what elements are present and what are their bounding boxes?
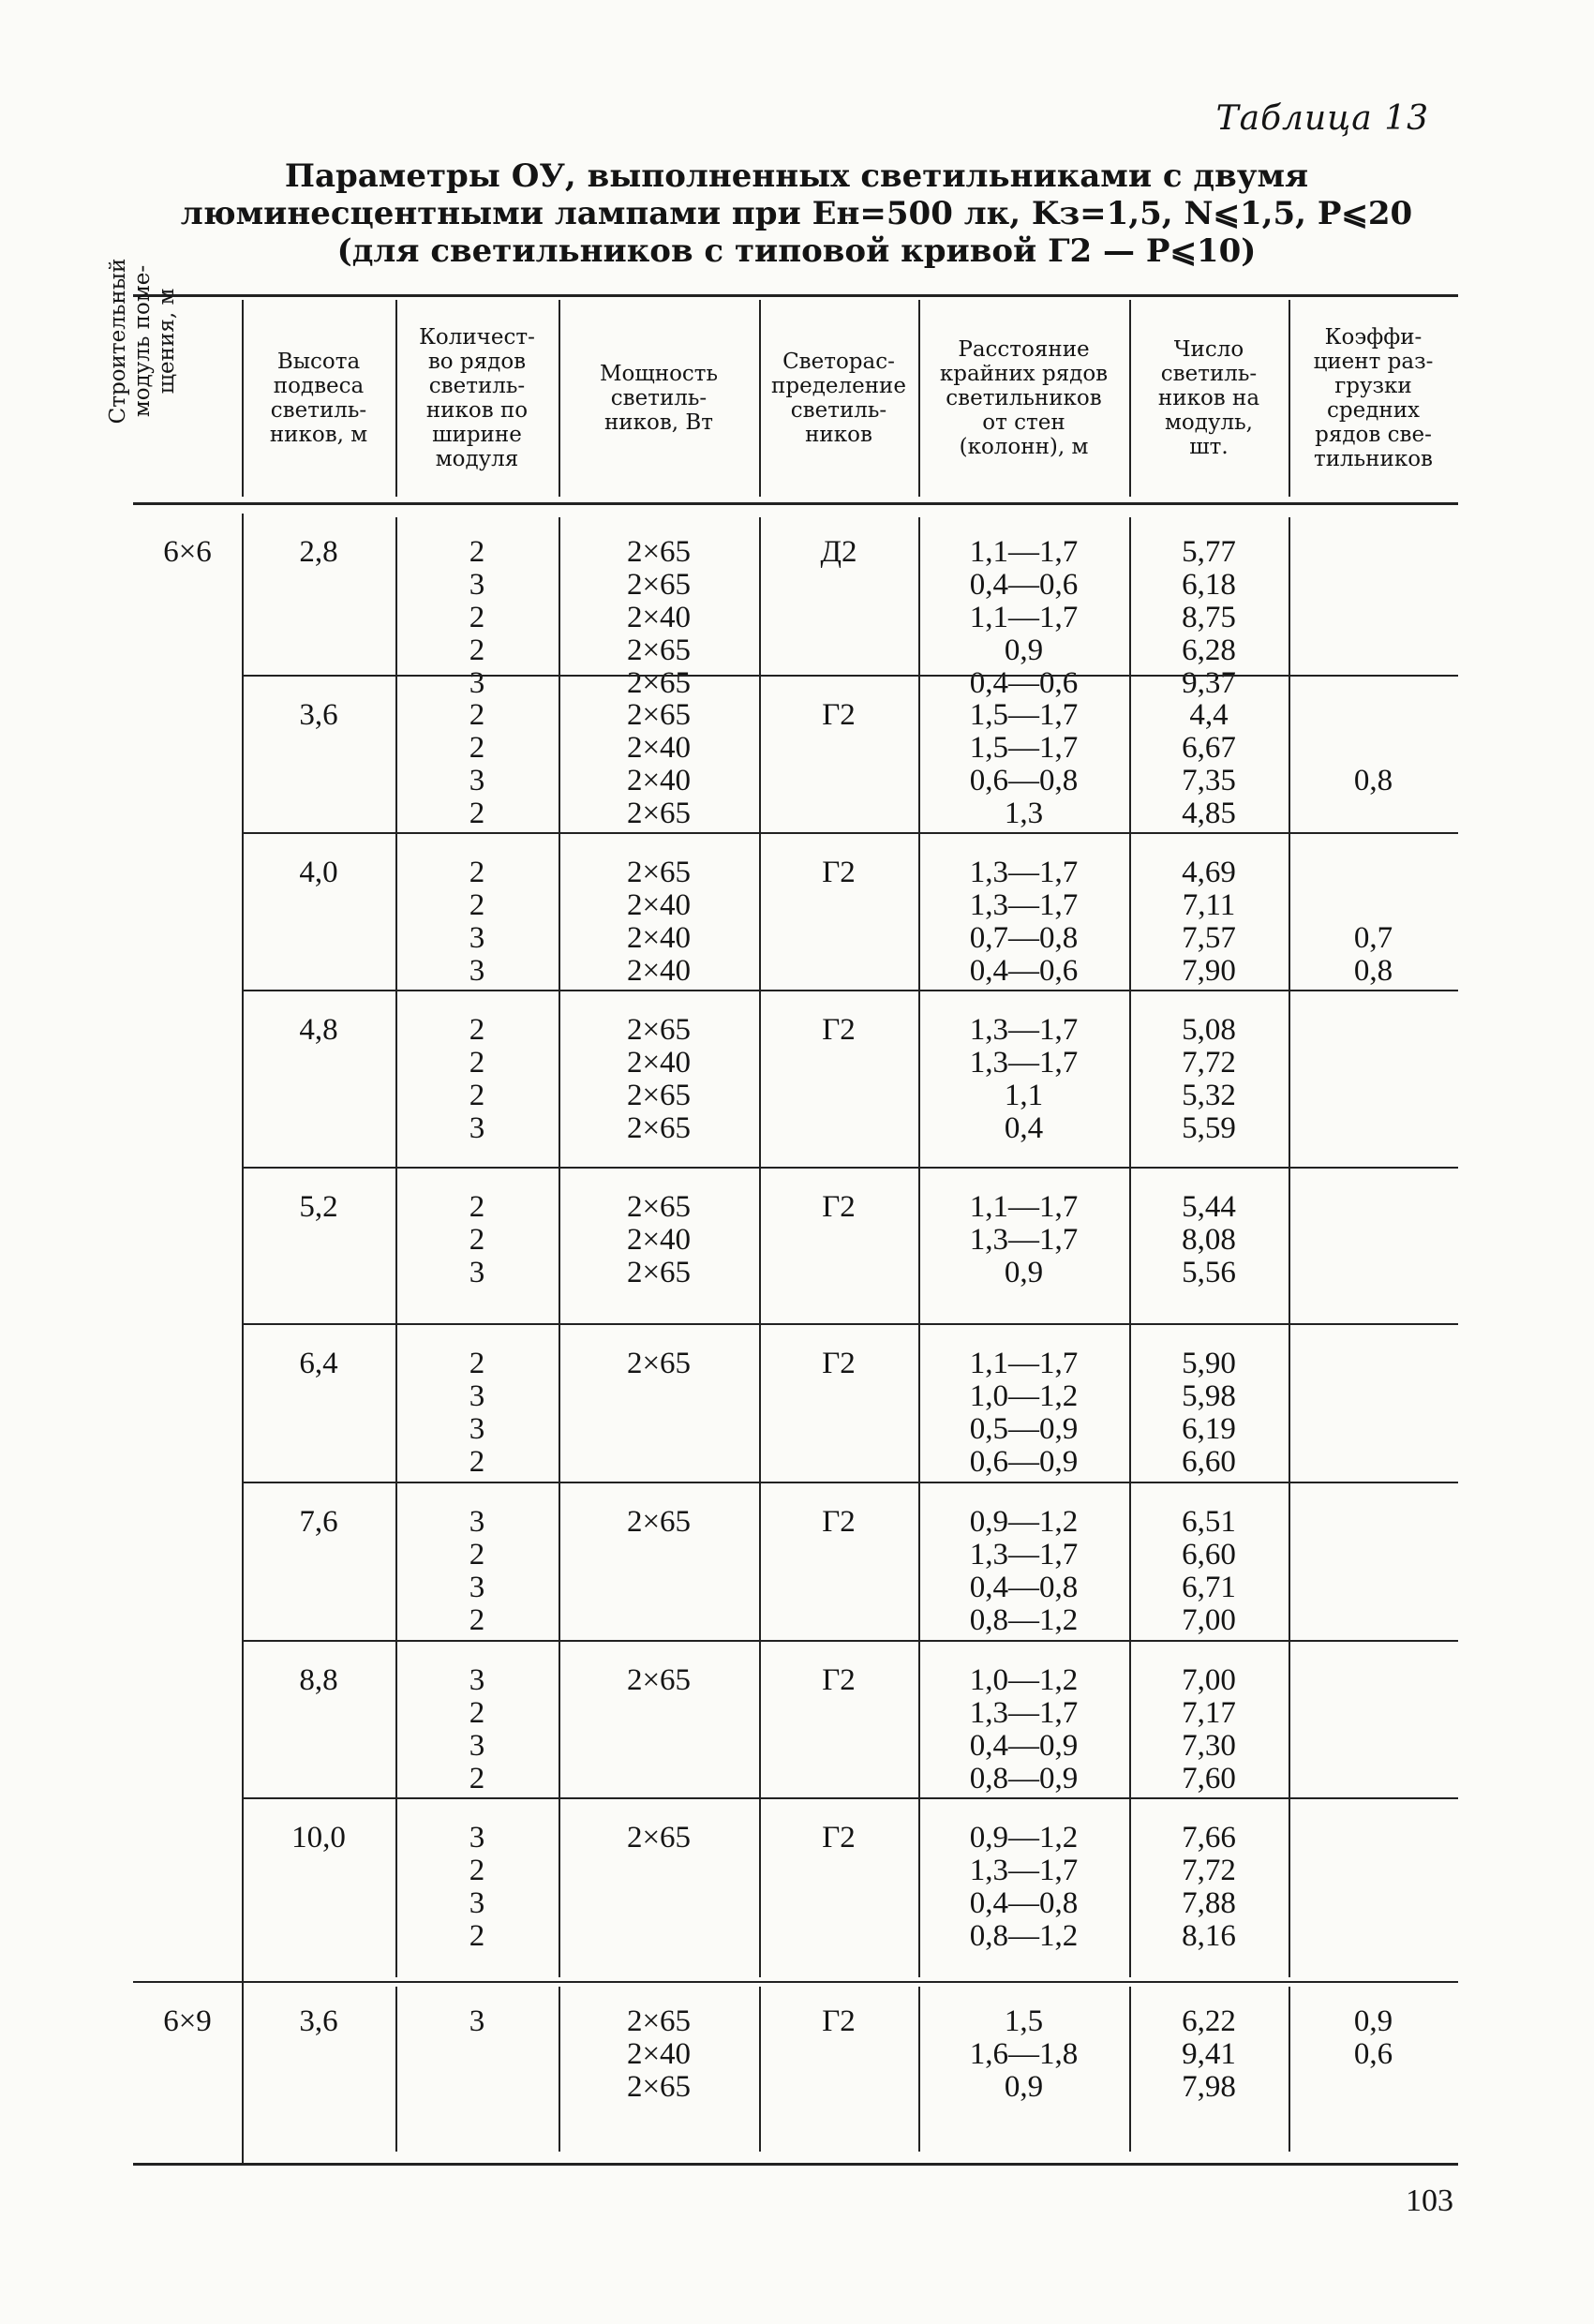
cell-distance: 1,0—1,2: [969, 1663, 1079, 1697]
cell-count: 9,37: [1182, 666, 1236, 700]
cell-distance: 0,5—0,9: [969, 1412, 1079, 1446]
group-separator-rule: [242, 1167, 1458, 1169]
header-4: [763, 302, 915, 495]
cell-rows: 2: [469, 1079, 485, 1112]
cell-rows: 2: [469, 1854, 485, 1887]
cell-coefficient: 0,9: [1353, 2004, 1393, 2038]
cell-distance: 1,1—1,7: [969, 1190, 1079, 1224]
cell-rows: 2: [469, 1223, 485, 1257]
header-line: модуль,: [1165, 410, 1253, 435]
header-line: Высота: [276, 350, 361, 374]
cell-distribution: Г2: [822, 1505, 856, 1539]
header-line: тильников: [1313, 447, 1433, 471]
cell-count: 4,4: [1189, 698, 1229, 732]
header-line: светиль-: [1160, 362, 1258, 386]
header-line: во рядов: [427, 350, 527, 374]
header-line: от стен: [982, 410, 1065, 435]
cell-count: 6,28: [1182, 633, 1236, 667]
cell-count: 6,18: [1182, 568, 1236, 602]
group-separator-rule: [242, 990, 1458, 991]
header-column-divider: [759, 300, 761, 497]
header-line: Мощность: [599, 362, 719, 386]
cell-count: 6,19: [1182, 1412, 1236, 1446]
header-module: [94, 244, 191, 439]
cell-distance: 0,4: [1004, 1111, 1044, 1145]
cell-distance: 0,8—0,9: [969, 1762, 1079, 1795]
cell-height: 4,0: [299, 856, 338, 889]
header-module-text: [106, 259, 179, 425]
cell-rows: 3: [469, 1111, 485, 1145]
header-column-divider: [918, 300, 920, 497]
cell-count: 4,69: [1182, 856, 1236, 889]
body-column-divider: [1289, 1803, 1290, 1977]
cell-power: 2×65: [626, 535, 692, 569]
cell-rows: 3: [469, 1886, 485, 1920]
cell-distance: 1,3—1,7: [969, 1013, 1079, 1047]
cell-distribution: Г2: [822, 856, 856, 889]
cell-rows: 2: [469, 797, 485, 830]
cell-distance: 0,4—0,8: [969, 1571, 1079, 1604]
cell-count: 7,88: [1182, 1886, 1236, 1920]
header-line: пределение: [771, 374, 906, 398]
header-line: ников, Вт: [603, 410, 714, 435]
cell-distance: 1,5—1,7: [969, 731, 1079, 765]
cell-count: 7,00: [1182, 1663, 1236, 1697]
header-text: [1314, 325, 1434, 471]
cell-distance: 1,1: [1004, 1079, 1044, 1112]
cell-distance: 1,6—1,8: [969, 2037, 1079, 2071]
cell-power: 2×65: [626, 1505, 692, 1539]
cell-distance: 0,9—1,2: [969, 1821, 1079, 1855]
header-text: [771, 350, 906, 447]
cell-count: 5,77: [1182, 535, 1236, 569]
header-3: [562, 302, 755, 495]
header-column-divider: [1129, 300, 1131, 497]
header-line: ников: [805, 423, 872, 447]
header-line: светильников: [946, 386, 1102, 410]
page-number: 103: [1406, 2183, 1453, 2218]
header-text: [270, 350, 367, 447]
body-column-divider: [1289, 1646, 1290, 1809]
cell-distance: 1,1—1,7: [969, 601, 1079, 634]
cell-rows: 3: [469, 1379, 485, 1413]
cell-module: 6×9: [163, 2004, 212, 2038]
header-line: Коэффи-: [1324, 325, 1423, 350]
cell-rows: 3: [469, 764, 485, 797]
header-line: модуля: [435, 447, 519, 471]
cell-rows: 3: [469, 666, 485, 700]
header-2: [399, 302, 555, 495]
cell-distance: 0,8—1,2: [969, 1919, 1079, 1953]
cell-distance: 1,3—1,7: [969, 888, 1079, 922]
cell-power: 2×40: [626, 921, 692, 955]
cell-distribution: Г2: [822, 1013, 856, 1047]
header-text: [600, 362, 718, 435]
cell-power: 2×65: [626, 1013, 692, 1047]
cell-power: 2×65: [626, 698, 692, 732]
header-line: светиль-: [428, 374, 526, 398]
cell-rows: 2: [469, 1190, 485, 1224]
cell-rows: 2: [469, 1603, 485, 1637]
header-5: [922, 302, 1125, 495]
cell-power: 2×65: [626, 1256, 692, 1289]
header-line: щения, м: [155, 288, 179, 395]
header-line: грузки: [1334, 374, 1412, 398]
cell-distance: 0,4—0,9: [969, 1729, 1079, 1763]
cell-rows: 2: [469, 1347, 485, 1380]
table-label: Таблица 13: [1215, 99, 1429, 138]
cell-distance: 0,4—0,6: [969, 666, 1079, 700]
cell-rows: 2: [469, 535, 485, 569]
cell-count: 5,98: [1182, 1379, 1236, 1413]
cell-power: 2×65: [626, 2070, 692, 2104]
table-title: [141, 157, 1452, 270]
table-top-rule: [133, 294, 1458, 297]
header-line: циент раз-: [1313, 350, 1434, 374]
header-line: светиль-: [270, 398, 367, 423]
cell-distance: 1,1—1,7: [969, 535, 1079, 569]
cell-power: 2×65: [626, 1663, 692, 1697]
cell-rows: 3: [469, 1821, 485, 1855]
header-column-divider: [559, 300, 560, 497]
cell-count: 7,17: [1182, 1696, 1236, 1730]
body-column-divider: [1289, 1487, 1290, 1651]
cell-power: 2×65: [626, 1347, 692, 1380]
cell-power: 2×40: [626, 2037, 692, 2071]
cell-count: 5,32: [1182, 1079, 1236, 1112]
cell-rows: 2: [469, 1762, 485, 1795]
cell-count: 5,08: [1182, 1013, 1236, 1047]
cell-rows: 3: [469, 1256, 485, 1289]
cell-rows: 2: [469, 601, 485, 634]
cell-distance: 0,8—1,2: [969, 1603, 1079, 1637]
group-separator-rule: [242, 832, 1458, 834]
header-line: светиль-: [610, 386, 708, 410]
header-line: ников на: [1157, 386, 1260, 410]
cell-distance: 1,3: [1004, 797, 1044, 830]
cell-power: 2×40: [626, 888, 692, 922]
cell-power: 2×65: [626, 856, 692, 889]
cell-coefficient: 0,8: [1353, 764, 1393, 797]
cell-distance: 1,1—1,7: [969, 1347, 1079, 1380]
cell-distance: 1,5: [1004, 2004, 1044, 2038]
body-column-divider: [1289, 995, 1290, 1183]
header-column-divider: [1289, 300, 1290, 497]
cell-rows: 3: [469, 1663, 485, 1697]
header-line: светиль-: [790, 398, 887, 423]
cell-count: 8,08: [1182, 1223, 1236, 1257]
cell-distance: 1,3—1,7: [969, 1046, 1079, 1080]
cell-height: 8,8: [299, 1663, 338, 1697]
header-line: модуль поме-: [130, 264, 155, 418]
cell-distance: 1,3—1,7: [969, 1854, 1079, 1887]
cell-rows: 2: [469, 1538, 485, 1572]
cell-rows: 2: [469, 698, 485, 732]
cell-power: 2×65: [626, 568, 692, 602]
cell-rows: 2: [469, 856, 485, 889]
cell-distance: 1,0—1,2: [969, 1379, 1079, 1413]
cell-count: 7,66: [1182, 1821, 1236, 1855]
cell-height: 3,6: [299, 2004, 338, 2038]
cell-rows: 2: [469, 1445, 485, 1479]
cell-rows: 2: [469, 888, 485, 922]
cell-height: 2,8: [299, 535, 338, 569]
cell-count: 6,22: [1182, 2004, 1236, 2038]
cell-rows: 2: [469, 1046, 485, 1080]
cell-count: 6,60: [1182, 1538, 1236, 1572]
cell-count: 5,59: [1182, 1111, 1236, 1145]
cell-rows: 3: [469, 2004, 485, 2038]
group-separator-rule: [133, 1981, 1458, 1983]
header-line: ширине: [432, 423, 522, 447]
cell-power: 2×40: [626, 601, 692, 634]
title-line: Параметры ОУ, выполненных светильниками с двумя: [284, 157, 1309, 195]
cell-coefficient: 0,7: [1353, 921, 1393, 955]
cell-count: 6,71: [1182, 1571, 1236, 1604]
cell-power: 2×65: [626, 1821, 692, 1855]
body-column-divider: [1289, 1329, 1290, 1492]
cell-rows: 3: [469, 1729, 485, 1763]
header-line: ников, м: [269, 423, 368, 447]
header-line: Светорас-: [782, 350, 895, 374]
cell-count: 8,75: [1182, 601, 1236, 634]
header-line: рядов све-: [1315, 423, 1432, 447]
cell-distance: 1,5—1,7: [969, 698, 1079, 732]
cell-distribution: Г2: [822, 1663, 856, 1697]
cell-distribution: Г2: [822, 1821, 856, 1855]
title-line: (для светильников с типовой кривой Г2 — P⩽10): [336, 232, 1257, 270]
body-column-divider: [1289, 1172, 1290, 1334]
cell-power: 2×40: [626, 764, 692, 797]
cell-distance: 0,9: [1004, 1256, 1044, 1289]
cell-distance: 0,6—0,8: [969, 764, 1079, 797]
cell-height: 7,6: [299, 1505, 338, 1539]
header-text: [419, 325, 535, 471]
cell-rows: 3: [469, 1412, 485, 1446]
cell-count: 6,67: [1182, 731, 1236, 765]
cell-count: 7,90: [1182, 954, 1236, 988]
cell-power: 2×40: [626, 954, 692, 988]
cell-count: 9,41: [1182, 2037, 1236, 2071]
cell-power: 2×40: [626, 1223, 692, 1257]
cell-count: 6,51: [1182, 1505, 1236, 1539]
header-7: [1292, 302, 1454, 495]
header-line: Количест-: [419, 325, 535, 350]
cell-distance: 0,6—0,9: [969, 1445, 1079, 1479]
group-separator-rule: [242, 1323, 1458, 1325]
cell-coefficient: 0,8: [1353, 954, 1393, 988]
header-1: [246, 302, 392, 495]
cell-distance: 1,3—1,7: [969, 1696, 1079, 1730]
cell-power: 2×40: [626, 731, 692, 765]
header-column-divider: [395, 300, 397, 497]
header-line: Строительный: [106, 258, 130, 425]
cell-distance: 0,4—0,6: [969, 954, 1079, 988]
header-line: (колонн), м: [959, 435, 1089, 459]
header-text: [940, 337, 1108, 459]
header-line: шт.: [1189, 435, 1229, 459]
group-separator-rule: [242, 1640, 1458, 1642]
cell-power: 2×65: [626, 1111, 692, 1145]
header-text: [1158, 337, 1259, 459]
cell-count: 7,11: [1182, 888, 1236, 922]
group-separator-rule: [242, 1482, 1458, 1483]
header-6: [1133, 302, 1285, 495]
table-header-rule: [133, 502, 1458, 505]
cell-rows: 3: [469, 1571, 485, 1604]
cell-count: 7,60: [1182, 1762, 1236, 1795]
cell-rows: 3: [469, 568, 485, 602]
cell-distance: 0,9: [1004, 2070, 1044, 2104]
cell-rows: 2: [469, 633, 485, 667]
cell-distribution: Д2: [820, 535, 857, 569]
header-line: ников по: [425, 398, 529, 423]
cell-power: 2×65: [626, 1079, 692, 1112]
cell-count: 7,72: [1182, 1854, 1236, 1887]
cell-count: 8,16: [1182, 1919, 1236, 1953]
cell-distance: 0,4—0,6: [969, 568, 1079, 602]
cell-count: 7,35: [1182, 764, 1236, 797]
cell-distance: 1,3—1,7: [969, 1223, 1079, 1257]
cell-count: 7,00: [1182, 1603, 1236, 1637]
cell-count: 7,30: [1182, 1729, 1236, 1763]
header-line: средних: [1326, 398, 1420, 423]
cell-height: 3,6: [299, 698, 338, 732]
cell-distribution: Г2: [822, 1347, 856, 1380]
cell-count: 5,90: [1182, 1347, 1236, 1380]
table-bottom-rule: [133, 2163, 1458, 2166]
cell-height: 5,2: [299, 1190, 338, 1224]
header-column-divider: [242, 300, 244, 497]
cell-power: 2×65: [626, 1190, 692, 1224]
cell-power: 2×40: [626, 1046, 692, 1080]
cell-count: 5,44: [1182, 1190, 1236, 1224]
cell-rows: 3: [469, 921, 485, 955]
cell-distance: 0,4—0,8: [969, 1886, 1079, 1920]
cell-count: 7,57: [1182, 921, 1236, 955]
cell-rows: 2: [469, 731, 485, 765]
cell-rows: 2: [469, 1696, 485, 1730]
cell-height: 6,4: [299, 1347, 338, 1380]
cell-distribution: Г2: [822, 698, 856, 732]
cell-coefficient: 0,6: [1353, 2037, 1393, 2071]
cell-power: 2×65: [626, 2004, 692, 2038]
cell-distance: 0,7—0,8: [969, 921, 1079, 955]
cell-count: 7,72: [1182, 1046, 1236, 1080]
cell-module: 6×6: [163, 535, 212, 569]
cell-rows: 3: [469, 1505, 485, 1539]
cell-distance: 0,9—1,2: [969, 1505, 1079, 1539]
group-separator-rule: [242, 1797, 1458, 1799]
cell-height: 10,0: [291, 1821, 346, 1855]
cell-height: 4,8: [299, 1013, 338, 1047]
header-line: Расстояние: [958, 337, 1090, 362]
cell-rows: 2: [469, 1919, 485, 1953]
cell-distribution: Г2: [822, 2004, 856, 2038]
cell-distribution: Г2: [822, 1190, 856, 1224]
group-separator-rule: [242, 675, 1458, 677]
cell-rows: 3: [469, 954, 485, 988]
cell-power: 2×65: [626, 666, 692, 700]
cell-rows: 2: [469, 1013, 485, 1047]
cell-distance: 1,3—1,7: [969, 856, 1079, 889]
header-line: подвеса: [273, 374, 365, 398]
header-line: крайних рядов: [939, 362, 1109, 386]
cell-count: 5,56: [1182, 1256, 1236, 1289]
cell-power: 2×65: [626, 797, 692, 830]
cell-power: 2×65: [626, 633, 692, 667]
title-line: люминесцентными лампами при Eн=500 лк, Kз=1,5, N⩽1,5, P⩽20: [180, 195, 1413, 232]
header-line: Число: [1173, 337, 1244, 362]
cell-distance: 0,9: [1004, 633, 1044, 667]
cell-distance: 1,3—1,7: [969, 1538, 1079, 1572]
cell-count: 4,85: [1182, 797, 1236, 830]
cell-count: 6,60: [1182, 1445, 1236, 1479]
module-column-divider: [242, 514, 244, 2163]
cell-count: 7,98: [1182, 2070, 1236, 2104]
